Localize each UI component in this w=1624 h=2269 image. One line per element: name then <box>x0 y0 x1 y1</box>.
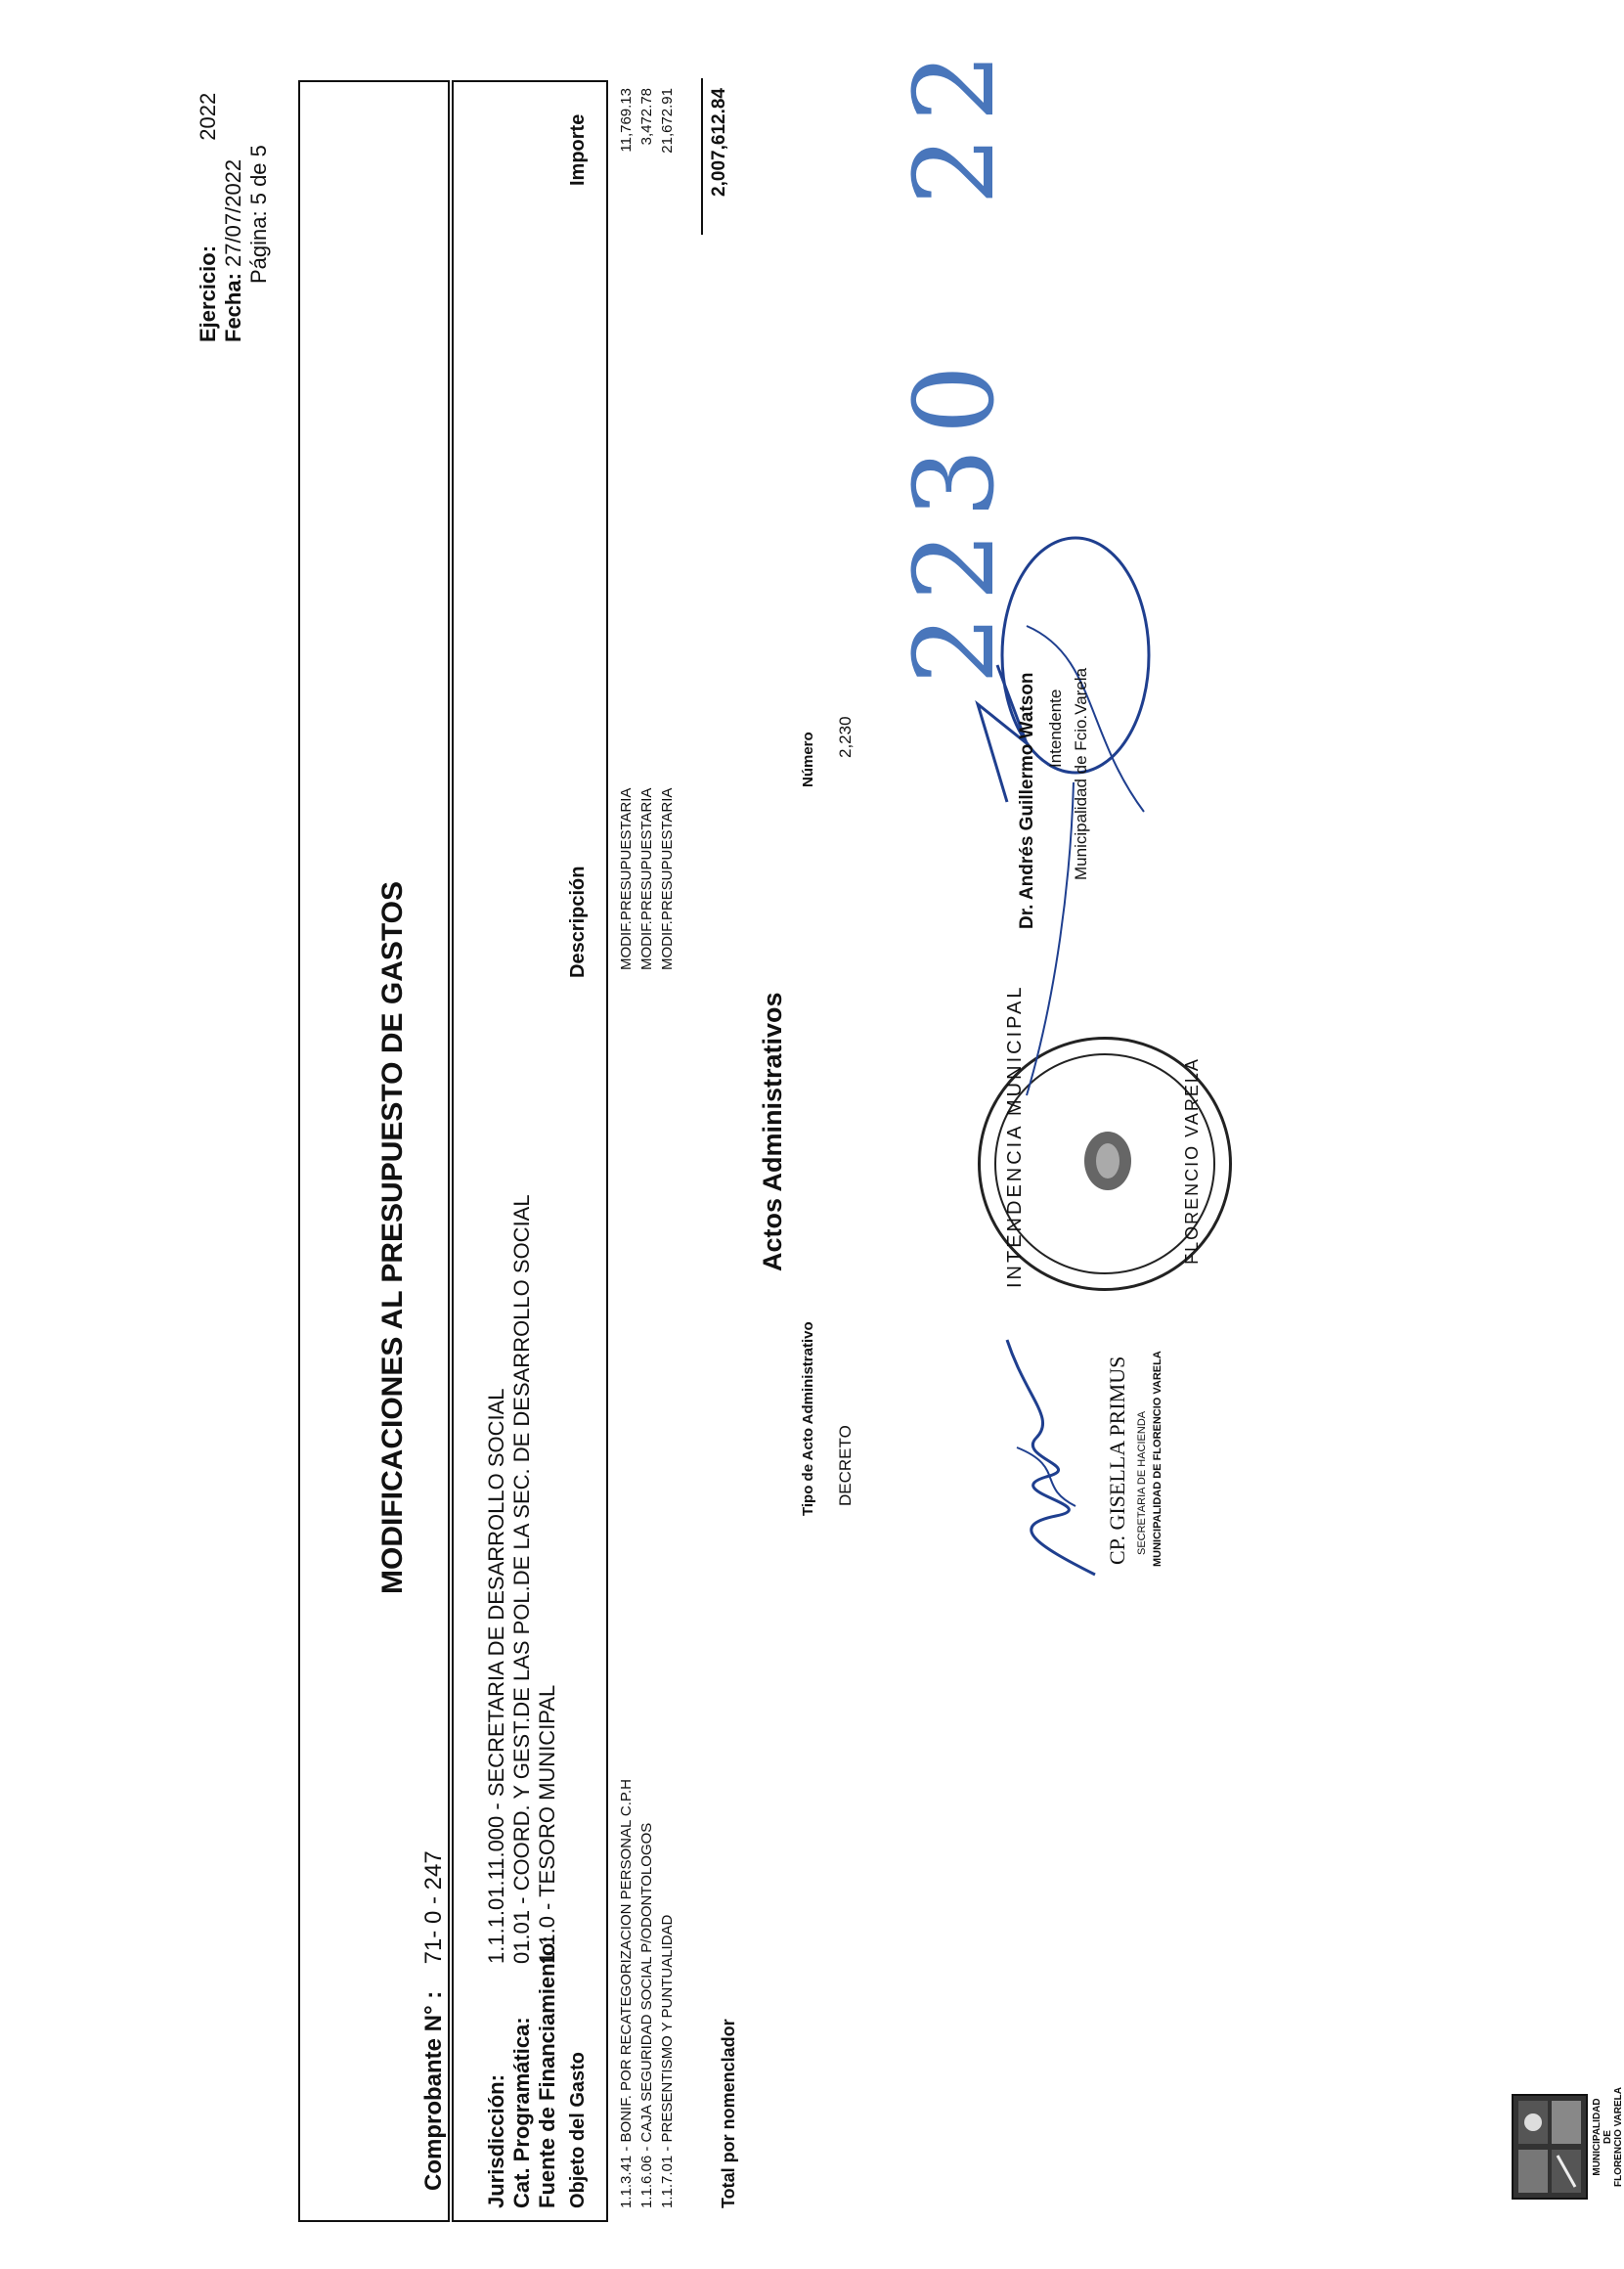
signature-right-scribble <box>968 489 1163 822</box>
table-row: 1.1.6.06 - CAJA SEGURIDAD SOCIAL P/ODONTOLOGOS <box>638 1822 655 2208</box>
logo-line-3: FLORENCIO VARELA <box>1613 2086 1624 2188</box>
table-row: 1.1.3.41 - BONIF. POR RECATEGORIZACION PERSONAL C.P.H <box>618 1779 635 2208</box>
actos-numero-value: 2,230 <box>836 716 855 758</box>
logo-line-1: MUNICIPALIDAD <box>1592 2098 1602 2176</box>
comprobante-value: 71- 0 - 247 <box>420 1850 447 1965</box>
handwritten-signature-left <box>978 1330 1115 1584</box>
pagina-text: Página: 5 de 5 <box>246 145 271 284</box>
signature-left-line2: SECRETARIA DE HACIENDA <box>1136 1410 1148 1555</box>
cat-programatica-label: Cat. Programática: <box>509 2017 534 2208</box>
logo-text <box>1592 2073 1624 2201</box>
round-seal-ring-text: INTENDENCIA MUNICIPAL <box>1004 984 1026 1288</box>
round-seal <box>978 984 1232 1291</box>
total-label: Total por nomenclador <box>719 2019 738 2208</box>
total-value: 2,007,612.84 <box>709 88 729 197</box>
table-cell: 11,769.13 <box>618 88 635 153</box>
signature-right-name: Dr. Andrés Guillermo Watson <box>1017 672 1037 929</box>
detail-row-jurisdiccion <box>484 1194 509 2208</box>
header-importe: Importe <box>567 113 589 186</box>
actos-numero-header: Número <box>800 732 816 787</box>
ejercicio-value: 2022 <box>196 92 220 141</box>
signature-right-line2: Intendente <box>1046 689 1065 768</box>
fecha-value: 27/07/2022 <box>221 158 245 267</box>
fuente-value: 1.1.0 - TESORO MUNICIPAL <box>535 1684 559 1964</box>
table-cell: 21,672.91 <box>659 88 676 154</box>
coat-of-arms-icon <box>1511 2093 1589 2201</box>
total-rule <box>701 78 703 235</box>
header-info <box>196 93 272 342</box>
handwritten-signature-right <box>968 489 1163 822</box>
table-cell: MODIF.PRESUPUESTARIA <box>618 787 635 970</box>
comprobante-label: Comprobante N° : <box>420 1990 447 2191</box>
page-title: MODIFICACIONES AL PRESUPUESTO DE GASTOS <box>376 881 409 1594</box>
table-cell: MODIF.PRESUPUESTARIA <box>638 787 655 970</box>
signature-left-name: CP. GISELLA PRIMUS <box>1105 1356 1129 1565</box>
stamped-number-left: 2230 <box>892 350 1019 685</box>
table-importe-col <box>616 88 678 176</box>
signature-left-line3: MUNICIPALIDAD DE FLORENCIO VARELA <box>1152 1351 1163 1567</box>
jurisdiccion-value: 1.1.1.01.11.000 - SECRETARIA DE DESARROLLO SOCIAL <box>484 1388 508 1964</box>
fecha-label: Fecha: <box>221 273 245 342</box>
actos-tipo-value: DECRETO <box>836 1425 855 1506</box>
signature-right-line3: Municipalidad de Fcio.Varela <box>1072 667 1090 880</box>
comprobante-line <box>420 1850 448 2191</box>
jurisdiccion-label: Jurisdicción: <box>484 2074 508 2208</box>
stamped-number-right: 22 <box>892 38 1019 205</box>
actos-title: Actos Administrativos <box>758 992 787 1271</box>
round-seal-bottom-text: FLORENCIO VARELA <box>1182 1057 1202 1265</box>
table-cell: 3,472.78 <box>638 88 655 146</box>
header-descripcion: Descripción <box>567 866 589 978</box>
seal-emblem-icon <box>1069 1122 1147 1200</box>
actos-tipo-header: Tipo de Acto Administrativo <box>800 1321 816 1516</box>
table-objeto-col <box>616 1779 678 2208</box>
detail-row-cat-programatica <box>509 1194 535 2208</box>
fuente-label: Fuente de Financiamiento: <box>535 1935 559 2208</box>
table-row: 1.1.7.01 - PRESENTISMO Y PUNTUALIDAD <box>659 1914 676 2208</box>
ejercicio-label: Ejercicio: <box>196 245 220 342</box>
table-descripcion-col <box>616 788 678 970</box>
signature-left-scribble <box>978 1330 1115 1584</box>
table-cell: MODIF.PRESUPUESTARIA <box>659 787 676 970</box>
details-list <box>484 1194 560 2208</box>
cat-programatica-value: 01.01 - COORD. Y GEST.DE LAS POL.DE LA SEC. DE DESARROLLO SOCIAL <box>509 1194 534 1964</box>
logo-line-2: DE <box>1602 2130 1613 2144</box>
header-objeto: Objeto del Gasto <box>567 2051 589 2208</box>
municipal-logo <box>1511 2093 1589 2201</box>
detail-row-fuente <box>535 1194 560 2208</box>
